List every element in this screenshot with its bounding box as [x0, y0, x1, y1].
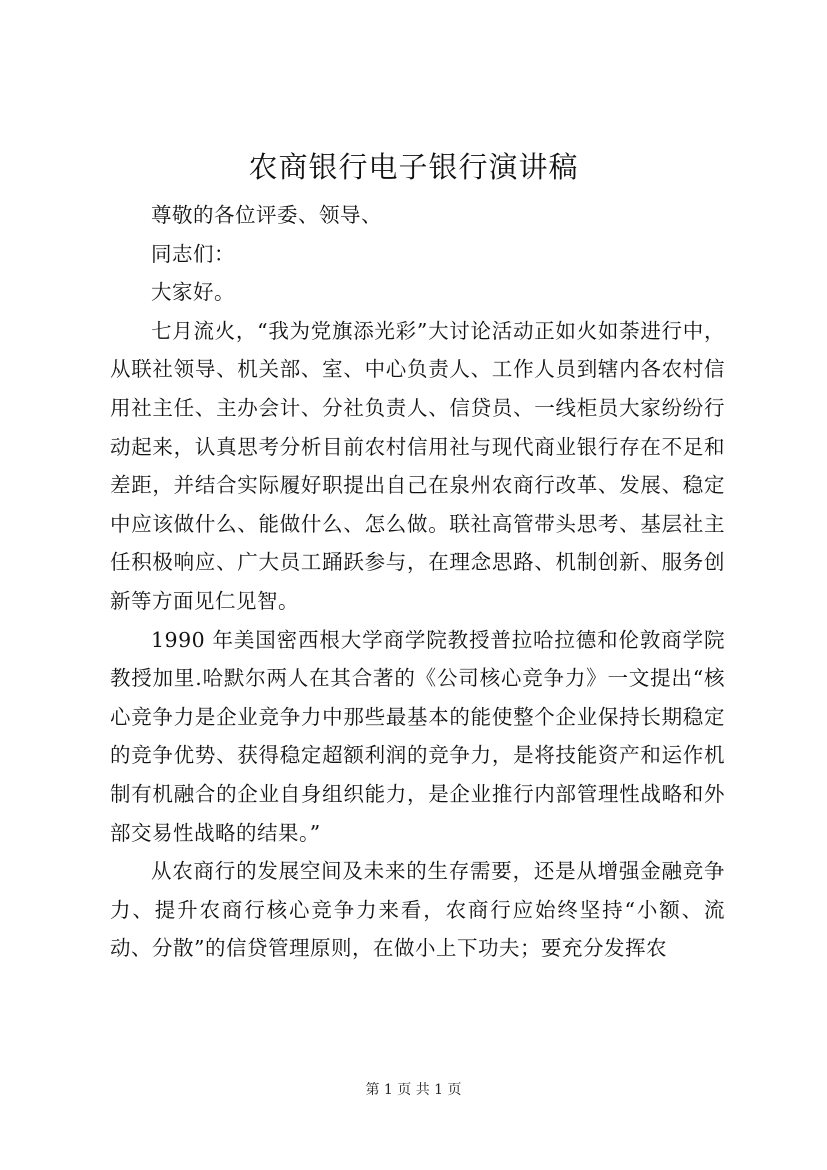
salutation-line: 尊敬的各位评委、领导、	[151, 203, 382, 227]
greeting-line: 大家好。	[151, 280, 235, 305]
body-paragraph: 1990 年美国密西根大学商学院教授普拉哈拉德和伦敦商学院教授加里.哈默尔两人在其合著的《公司核心竞争力》一文提出“核心竞争力是企业竞争力中那些最基本的能使整个企业保持长期稳定的竞争优势、获得稳定超额利润的竞争力，是将技能资产和运作机制有机融合的企业自身组织能力，是企业推行内部管理性战略和外部交易性战略的结果。”	[110, 627, 725, 845]
salutation-line: 同志们：	[151, 241, 235, 266]
document-body	[110, 196, 725, 968]
page-footer: 第 1 页 共 1 页	[365, 1082, 462, 1098]
body-paragraph: 七月流火，“我为党旗添光彩”大讨论活动正如火如荼进行中，从联社领导、机关部、室、中心负责人、工作人员到辖内各农村信用社主任、主办会计、分社负责人、信贷员、一线柜员大家纷纷行动起来，认真思考分析目前农村信用社与现代商业银行存在不足和差距，并结合实际履好职提出自己在泉州农商行改革、发展、稳定中应该做什么、能做什么、怎么做。联社高管带头思考、基层社主任积极响应、广大员工踊跃参与，在理念思路、机制创新、服务创新等方面见仁见智。	[110, 318, 725, 613]
document-title: 农商银行电子银行演讲稿	[248, 150, 579, 184]
body-paragraph: 从农商行的发展空间及未来的生存需要，还是从增强金融竞争力、提升农商行核心竞争力来看，农商行应始终坚持“小额、流动、分散”的信贷管理原则，在做小上下功夫；要充分发挥农	[110, 859, 725, 961]
